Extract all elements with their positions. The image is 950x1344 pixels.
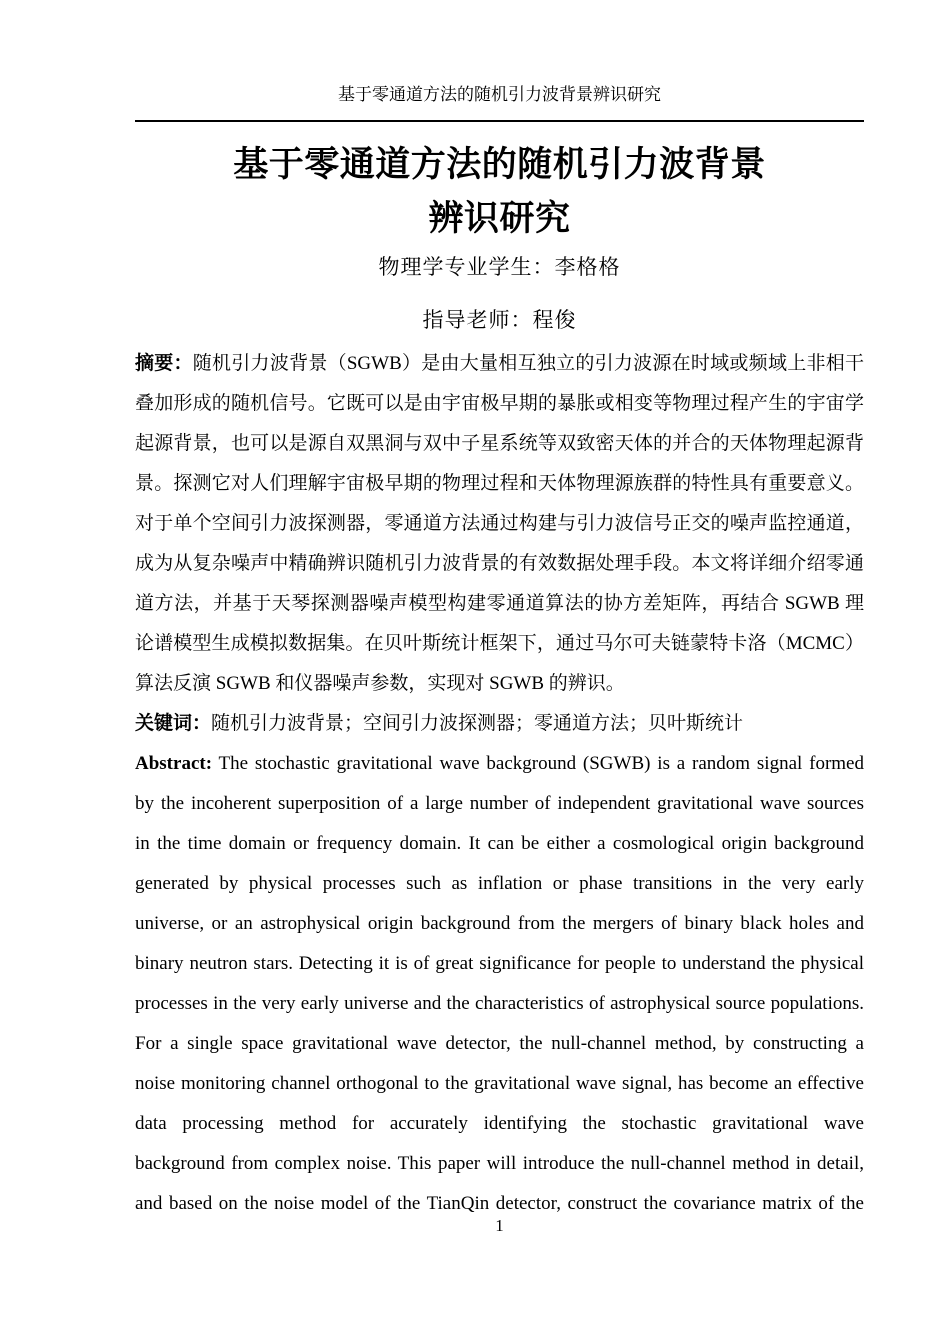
text-line: 景。探测它对人们理解宇宙极早期的物理过程和天体物理源族群的特性具有重要意义。 bbox=[135, 473, 864, 494]
keywords-line bbox=[135, 704, 864, 744]
text-line: 论谱模型生成模拟数据集。在贝叶斯统计框架下，通过马尔可夫链蒙特卡洛（MCMC） bbox=[135, 633, 864, 654]
text-line: 叠加形成的随机信号。它既可以是由宇宙极早期的暴胀或相变等物理过程产生的宇宙学 bbox=[135, 393, 864, 414]
text-line: 起源背景，也可以是源自双黑洞与双中子星系统等双致密天体的并合的天体物理起源背 bbox=[135, 433, 864, 454]
text-line: data processing method for accurately identifying the stochastic gravitational wave bbox=[135, 1113, 864, 1134]
text-line: processes in the very early universe and the characteristics of astrophysical source populations. bbox=[135, 993, 864, 1014]
text-line: generated by physical processes such as inflation or phase transitions in the very early bbox=[135, 873, 864, 894]
keywords-text: 随机引力波背景；空间引力波探测器；零通道方法；贝叶斯统计 bbox=[211, 713, 744, 734]
thesis-title-line-2: 辨识研究 bbox=[428, 199, 571, 238]
keywords-label: 关键词： bbox=[135, 713, 212, 734]
text-line: and based on the noise model of the TianQin detector, construct the covariance matrix of the bbox=[135, 1193, 864, 1214]
student-byline: 物理学专业学生：李格格 bbox=[378, 255, 621, 279]
text-line: 道方法，并基于天琴探测器噪声模型构建零通道算法的协方差矩阵，再结合 SGWB 理 bbox=[135, 593, 864, 614]
text-line: background from complex noise. This paper will introduce the null-channel method in detail, bbox=[135, 1153, 864, 1174]
text-line: For a single space gravitational wave detector, the null-channel method, by constructing a bbox=[135, 1033, 864, 1054]
supervisor-byline: 指导老师：程俊 bbox=[422, 308, 577, 332]
text-line: 成为从复杂噪声中精确辨识随机引力波背景的有效数据处理手段。本文将详细介绍零通 bbox=[135, 553, 864, 574]
abstract-zh-section bbox=[135, 344, 864, 744]
thesis-title-line-1: 基于零通道方法的随机引力波背景 bbox=[233, 145, 766, 184]
abstract-zh-label: 摘要： bbox=[135, 353, 193, 374]
abstract-en-label: Abstract: bbox=[135, 753, 213, 774]
text-line: universe, or an astrophysical origin background from the mergers of binary black holes and bbox=[135, 913, 864, 934]
abstract-zh-first-line bbox=[135, 344, 864, 384]
text-line: noise monitoring channel orthogonal to the gravitational wave signal, has become an effective bbox=[135, 1073, 864, 1094]
text-line: in the time domain or frequency domain. It can be either a cosmological origin background bbox=[135, 833, 864, 854]
text-line: binary neutron stars. Detecting it is of great significance for people to understand the physical bbox=[135, 953, 864, 974]
running-header: 基于零通道方法的随机引力波背景辨识研究 bbox=[338, 85, 661, 104]
thesis-title bbox=[135, 138, 864, 246]
text-line: 对于单个空间引力波探测器，零通道方法通过构建与引力波信号正交的噪声监控通道， bbox=[135, 513, 864, 534]
header-rule bbox=[135, 120, 864, 122]
abstract-en-first-line bbox=[135, 744, 864, 784]
abstract-en-section bbox=[135, 744, 864, 1224]
page-number: 1 bbox=[495, 1216, 504, 1235]
abstract-en-first-line-text: The stochastic gravitational wave background (SGWB) is a random signal formed bbox=[212, 753, 864, 774]
abstract-zh-first-line-text: 随机引力波背景（SGWB）是由大量相互独立的引力波源在时域或频域上非相干 bbox=[192, 353, 864, 374]
abstract-zh-lines bbox=[135, 384, 864, 704]
text-line: by the incoherent superposition of a large number of independent gravitational wave sources bbox=[135, 793, 864, 814]
text-line: 算法反演 SGWB 和仪器噪声参数，实现对 SGWB 的辨识。 bbox=[135, 673, 625, 694]
abstract-en-lines bbox=[135, 784, 864, 1224]
